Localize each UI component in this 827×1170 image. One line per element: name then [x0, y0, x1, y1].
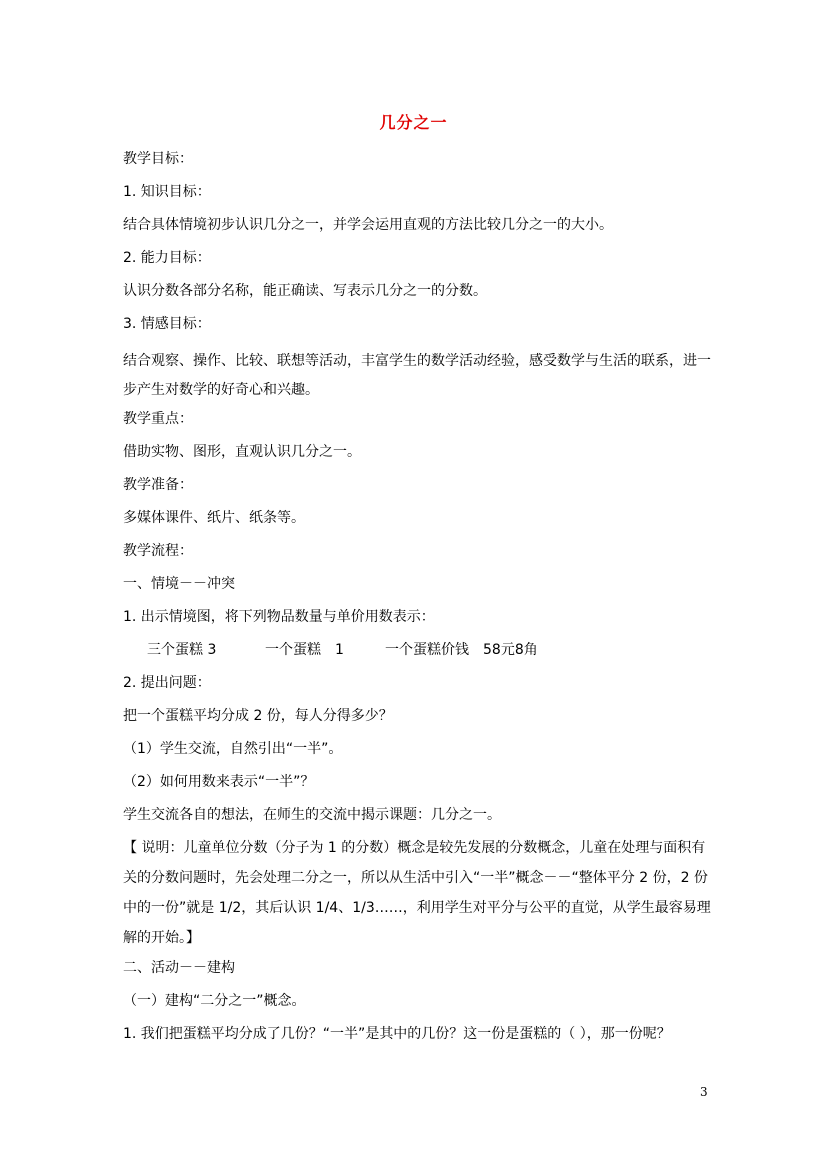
sub-point-2: （2）如何用数来表示“一半”？ [123, 774, 315, 790]
process-heading: 教学流程： [123, 543, 193, 559]
ability-objective-heading: 2. 能力目标： [123, 250, 211, 266]
knowledge-objective-heading: 1. 知识目标： [123, 184, 211, 200]
construct-question-1: 1. 我们把蛋糕平均分成了几份？“一半”是其中的几份？这一份是蛋糕的（ ），那一份呢？ [123, 1026, 671, 1042]
document-body [123, 149, 717, 1057]
topic-reveal-text: 学生交流各自的想法，在师生的交流中揭示课题：几分之一。 [123, 807, 501, 823]
explanation-note: 【 说明：儿童单位分数（分子为 1 的分数）概念是较先发展的分数概念，儿童在处理与面积有关的分数问题时，先会处理二分之一，所以从生活中引入“一半”概念－－“整体平分 2 份，2 份中的一份”就是 1/2，其后认识 1/4、1/3……，利用学生对平分与公平的直觉，从学生最容易理解的开始。】 [123, 840, 711, 946]
step-1-text: 1. 出示情境图，将下列物品数量与单价用数表示： [123, 609, 435, 625]
section-heading-objectives: 教学目标： [123, 151, 193, 167]
knowledge-objective-text: 结合具体情境初步认识几分之一，并学会运用直观的方法比较几分之一的大小。 [123, 217, 613, 233]
key-points-heading: 教学重点： [123, 411, 193, 427]
key-points-text: 借助实物、图形，直观认识几分之一。 [123, 444, 361, 460]
price-item-3: 一个蛋糕价钱 58元8角 [385, 642, 538, 658]
price-item-1: 三个蛋糕 3 [147, 642, 217, 658]
sub-point-1: （1）学生交流，自然引出“一半”。 [123, 741, 343, 757]
emotion-objective-heading: 3. 情感目标： [123, 316, 211, 332]
page-number: 3 [700, 1085, 708, 1099]
part-two-heading: 二、活动－－建构 [123, 960, 235, 976]
document-title: 几分之一 [379, 113, 448, 132]
price-list [123, 640, 717, 673]
emotion-objective-text: 结合观察、操作、比较、联想等活动，丰富学生的数学活动经验，感受数学与生活的联系，进一步产生对数学的好奇心和兴趣。 [123, 353, 711, 398]
question-text: 把一个蛋糕平均分成 2 份，每人分得多少？ [123, 708, 393, 724]
ability-objective-text: 认识分数各部分名称，能正确读、写表示几分之一的分数。 [123, 283, 487, 299]
price-item-2: 一个蛋糕 1 [265, 642, 344, 658]
construct-half-heading: （一）建构“二分之一”概念。 [123, 993, 306, 1009]
preparation-heading: 教学准备： [123, 477, 193, 493]
preparation-text: 多媒体课件、纸片、纸条等。 [123, 510, 305, 526]
step-2-text: 2. 提出问题： [123, 675, 211, 691]
part-one-heading: 一、情境－－冲突 [123, 576, 235, 592]
